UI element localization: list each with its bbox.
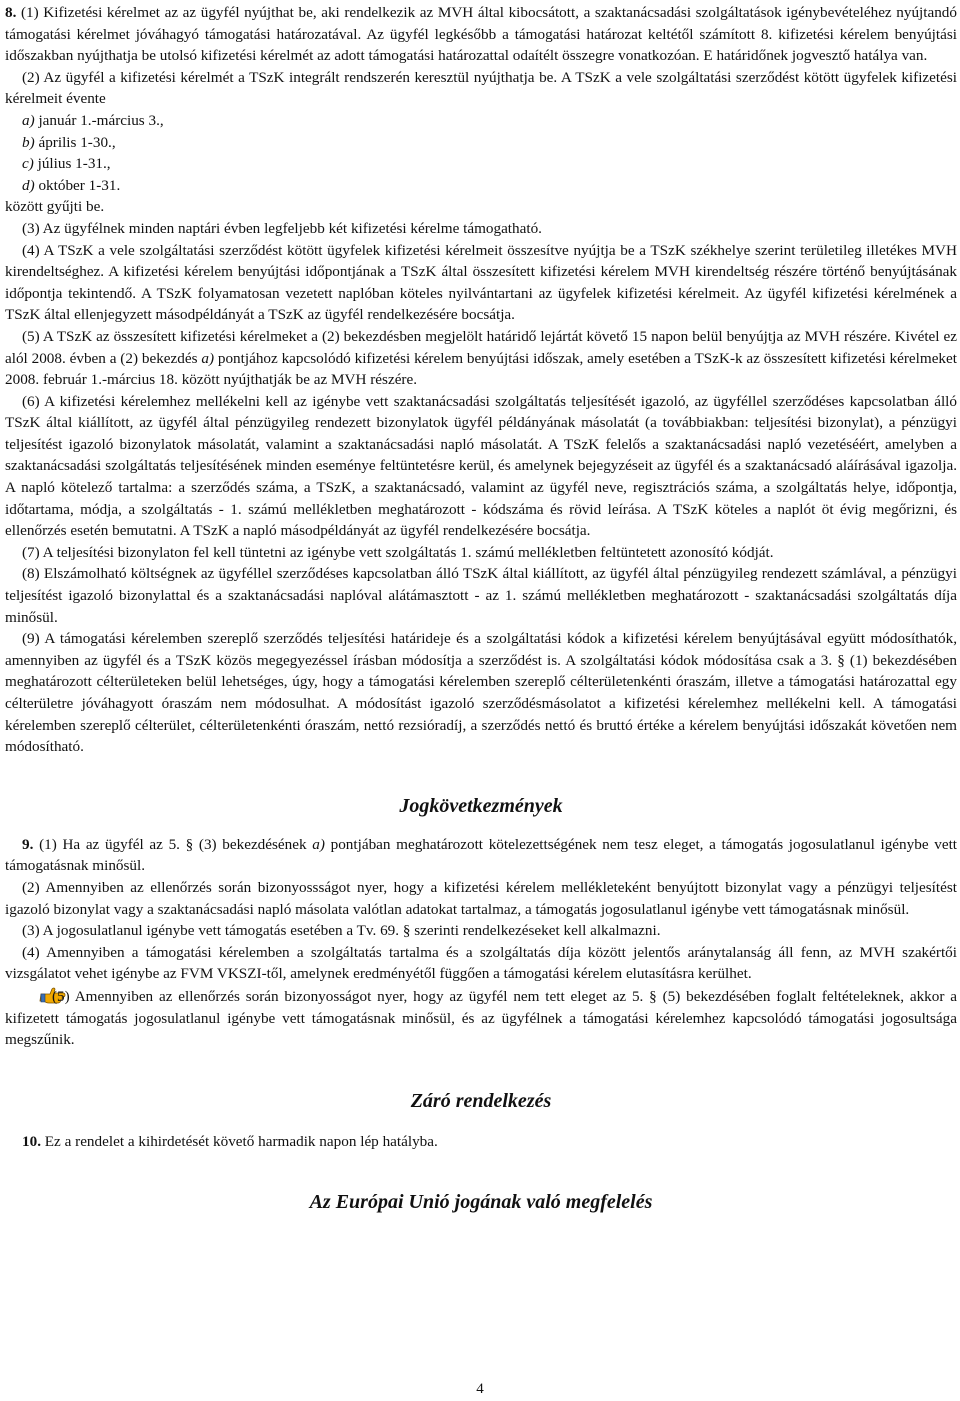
list-letter: b): [22, 133, 35, 151]
heading-zaro-rendelkezes: Záró rendelkezés: [410, 1089, 552, 1112]
section-9-point-ref: a): [312, 835, 325, 853]
section-9-paragraph-2: (2) Amennyiben az ellenőrzés során bizonyossságot nyer, hogy a kifizetési kérelem mellékleteként benyújtott bizonylat vagy a pénzügyi teljesítést igazoló bizonylat vagy a szaktanácsadási napló másolata valótlan adatokat tartalmaz, a támogatás jogosulatlanul igénybe vett támogatásnak minősül.: [5, 878, 957, 918]
heading-eu-compliance: Az Európai Unió jogának való megfelelés: [309, 1191, 653, 1214]
date-list-item: [5, 132, 957, 154]
list-letter: d): [22, 176, 35, 194]
date-list-item: [5, 175, 957, 197]
section-9-paragraph-1-text-a: (1) Ha az ügyfél az 5. § (3) bekezdésének: [39, 835, 313, 853]
section-9-number: 9.: [22, 835, 34, 853]
section-8-paragraph-2: (2) Az ügyfél a kifizetési kérelmét a TSzK integrált rendszerén keresztül nyújthatja be. A TSzK a vele szolgáltatási szerződést kötött ügyfelek kifizetési kérelmeit évente: [5, 68, 957, 108]
section-8-paragraph-2-tail: között gyűjti be.: [5, 198, 105, 216]
section-8-paragraph-4: (4) A TSzK a vele szolgáltatási szerződést kötött ügyfelek kifizetési kérelmeit összesítve nyújtja be a TSzK székhelye szerint területileg illetékes MVH kirendeltséghez. A kifizetési kérelem benyújtási időpontjának a TSzK által összesített kifizetési kérelem MVH kirendeltség részére történő benyújtásának időpontja tekintendő. A TSzK folyamatosan vezetett naplóban köteles nyilvántartani az ügyfelek kifizetési kérelmeit. Az ügyfél kifizetési kérelmének a TSzK által ellenjegyzett másodpéldányát a TSzK az ügyfél rendelkezésére bocsátja.: [5, 241, 957, 324]
section-8-paragraph-5: [5, 326, 957, 391]
list-text: október 1-31.: [38, 176, 121, 194]
list-letter: a): [22, 111, 35, 129]
date-list-item: [5, 110, 957, 132]
section-9-paragraph-1-text-b: pontjában meghatározott kötelezettségének nem tesz eleget, a támogatás jogosulatlanul igénybe vett támogatásnak minősül.: [5, 835, 958, 875]
list-text: január 1.-március 3.,: [38, 111, 164, 129]
document-page: [5, 2, 957, 1214]
section-8-paragraph-8: (8) Elszámolható költségnek az ügyféllel szerződéses kapcsolatban álló TSzK által kiállított, az ügyfél által pénzügyileg rendezett számlával, a pénzügyi teljesítést igazoló bizonylattal és a szaktanácsadási naplóval alátámasztott - az 1. számú mellékletben meghatározott - szaktanácsadási szolgáltatás díja minősül.: [5, 565, 957, 626]
heading-jogkovetkezmenyek: Jogkövetkezmények: [399, 794, 563, 817]
section-9-paragraph-4: (4) Amennyiben a támogatási kérelemben a szolgáltatás tartalma és a szolgáltatás díja között jelentős aránytalanság áll fenn, az MVH szakértői vizsgálatot vehet igénybe az FVM VKSZI-től, amelynek eredményétől függően a támogatási kérelem elutasításra kerülhet.: [5, 943, 957, 983]
page-number: 4: [476, 1381, 484, 1397]
section-8-paragraph-9: (9) A támogatási kérelemben szereplő szerződés teljesítési határideje és a szolgáltatási kódok a kifizetési kérelem benyújtásával együtt módosíthatók, amennyiben az ügyfél és a TSzK közös megegyezéssel írásban módosítja a szerződést is. A szolgáltatási kódok módosítása csak a 3. § (1) bekezdésében meghatározott célterületeken belül lehetséges, úgy, hogy a támogatási kérelemben szereplő célterületenkénti óraszám, illetve a támogatási határozattal egy célterületre jóváhagyott óraszám nem módosulhat. A módosítást igazoló szerződésmásolatot a kifizetési kérelemhez mellékelni kell. A támogatási kérelemben szereplő célterület, célterületenkénti óraszám, nettó rezsióradíj, a szerződés nettó és bruttó értéke a kérelem benyújtási időszakát követően nem módosítható.: [5, 630, 957, 756]
paragraph-5-text-b: pontjához kapcsolódó kifizetési kérelem benyújtási időszak, amely esetében a TSzK-k az összesített kifizetési kérelmeket 2008. február 1.-március 18. között nyújthatják be az MVH részére.: [5, 349, 957, 389]
pointing-hand-icon[interactable]: [22, 985, 50, 1005]
section-8-paragraph-1: [5, 2, 957, 67]
section-10-number: 10.: [22, 1132, 41, 1150]
section-10-paragraph: [5, 1131, 957, 1153]
section-8-number: 8.: [5, 4, 17, 21]
section-10-text: Ez a rendelet a kihirdetését követő harmadik napon lép hatályba.: [44, 1132, 438, 1150]
section-9-paragraph-3: (3) A jogosulatlanul igénybe vett támogatás esetében a Tv. 69. § szerinti rendelkezéseket kell alkalmazni.: [22, 922, 661, 940]
section-8-paragraph-7: (7) A teljesítési bizonylaton fel kell tüntetni az igénybe vett szolgáltatás 1. számú mellékletben feltüntetett azonosító kódját.: [22, 543, 774, 561]
list-text: július 1-31.,: [37, 155, 111, 173]
section-8-paragraph-1-text: (1) Kifizetési kérelmet az az ügyfél nyújthat be, aki rendelkezik az MVH által kibocsátott, a szaktanácsadási szolgáltatások igénybevételéhez nyújtandó támogatási kérelmet jóváhagyó támogatási határozatával. Az ügyfél legkésőbb a támogatási határozat keltétől számított 8. kifizetési kérelem benyújtási időszakban nyújthatja be utolsó kifizetési kérelmét az adott támogatási határozattal odaítélt összegre vonatkozóan. E határidőnek jogvesztő hatálya van.: [5, 4, 957, 65]
paragraph-5-text-a: (5) A TSzK az összesített kifizetési kérelmeket a (2) bekezdésben megjelölt határidő lejártát követő 15 napon belül benyújtja az MVH részére. Kivétel ez alól 2008. évben a (2) bekezdés: [5, 327, 957, 367]
list-text: április 1-30.,: [38, 133, 116, 151]
list-letter: c): [22, 155, 34, 173]
section-9-paragraph-5: [5, 985, 957, 1051]
section-8-paragraph-3: (3) Az ügyfélnek minden naptári évben legfeljebb két kifizetési kérelme támogatható.: [22, 219, 542, 237]
date-list-item: [5, 153, 957, 175]
section-9-paragraph-1: [5, 834, 957, 877]
section-8-paragraph-6: (6) A kifizetési kérelemhez mellékelni kell az igénybe vett szaktanácsadási szolgáltatás teljesítését igazoló, az ügyféllel szerződéses kapcsolatban álló TSzK által kiállított, az ügyfél által pénzügyileg rendezett bizonylatok ügyfél példányának másolatát (a továbbiakban: teljesítési bizonylat), a pénzügyi teljesítést igazoló bizonylatok másolatát, valamint a szaktanácsadási napló másolatát. A TSzK felelős a szaktanácsadási napló vezetéséért, amelyben a szaktanácsadási szolgáltatás teljesítésének minden eseménye feltüntetésre kerül, és amelynek bejegyzéseit az ügyfél és a szaktanácsadó aláírásával igazolja. A napló kötelező tartalma: a szerződés száma, a TSzK, a szaktanácsadó, valamint az ügyfél neve, regisztrációs száma, a szolgáltatás helye, időpontja, időtartama, módja, a szolgáltatás - 1. számú mellékletben meghatározott - kódszáma és rövid leírása. A TSzK köteles a naplót öt évig megőrizni, és ellenőrzés esetén bemutatni. A TSzK a napló másodpéldányát az ügyfél rendelkezésére bocsátja.: [5, 392, 957, 540]
section-9-paragraph-5-text: (5) Amennyiben az ellenőrzés során bizonyosságot nyer, hogy az ügyfél nem tett eleget az 5. § (5) bekezdésében foglalt feltételeknek, akkor a kifizetett támogatás jogosulatlanul igénybe vett támogatásnak minősül, és az ügyfélnek a támogatási kérelemhez kapcsolódó támogatási jogosultsága megszűnik.: [5, 987, 957, 1049]
paragraph-5-point-ref: a): [201, 349, 215, 367]
